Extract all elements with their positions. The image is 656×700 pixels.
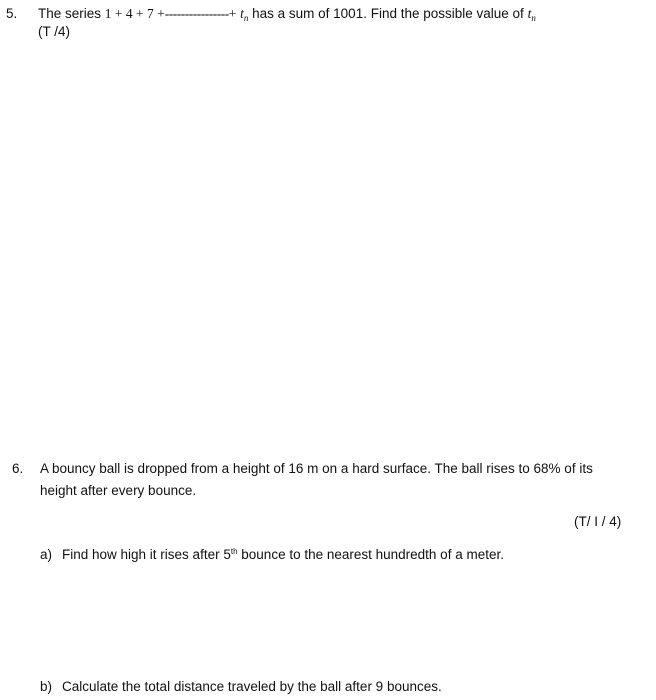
series-plus: + xyxy=(228,6,237,21)
part-b-label: b) xyxy=(40,679,53,694)
question-5-text xyxy=(38,6,536,23)
question-5-number: 5. xyxy=(6,6,18,21)
question-6-marks: (T/ I / 4) xyxy=(574,514,622,529)
question-6-line-2: height after every bounce. xyxy=(40,483,197,498)
question-5-marks: (T /4) xyxy=(38,24,71,39)
tn-variable: $t_n$ xyxy=(240,6,249,23)
question-5-statement: has a sum of 1001. Find the possible value of xyxy=(252,6,524,21)
part-b-text: Calculate the total distance traveled by the ball after 9 bounces. xyxy=(62,679,442,694)
question-5-intro: The series xyxy=(38,6,102,21)
series-dashes: ---------------- xyxy=(164,6,229,21)
part-a-text: Find how high it rises after 5th bounce to the nearest hundredth of a meter. xyxy=(62,547,504,562)
part-a-label: a) xyxy=(40,547,53,562)
ordinal-superscript: th xyxy=(230,547,238,556)
tn-variable-2: $t_n$ xyxy=(527,6,536,23)
question-6-line-1: A bouncy ball is dropped from a height of 16 m on a hard surface. The ball rises to 68% of its xyxy=(40,461,593,476)
question-6-number: 6. xyxy=(12,461,24,476)
series-terms: 1 + 4 + 7 + xyxy=(104,6,165,21)
